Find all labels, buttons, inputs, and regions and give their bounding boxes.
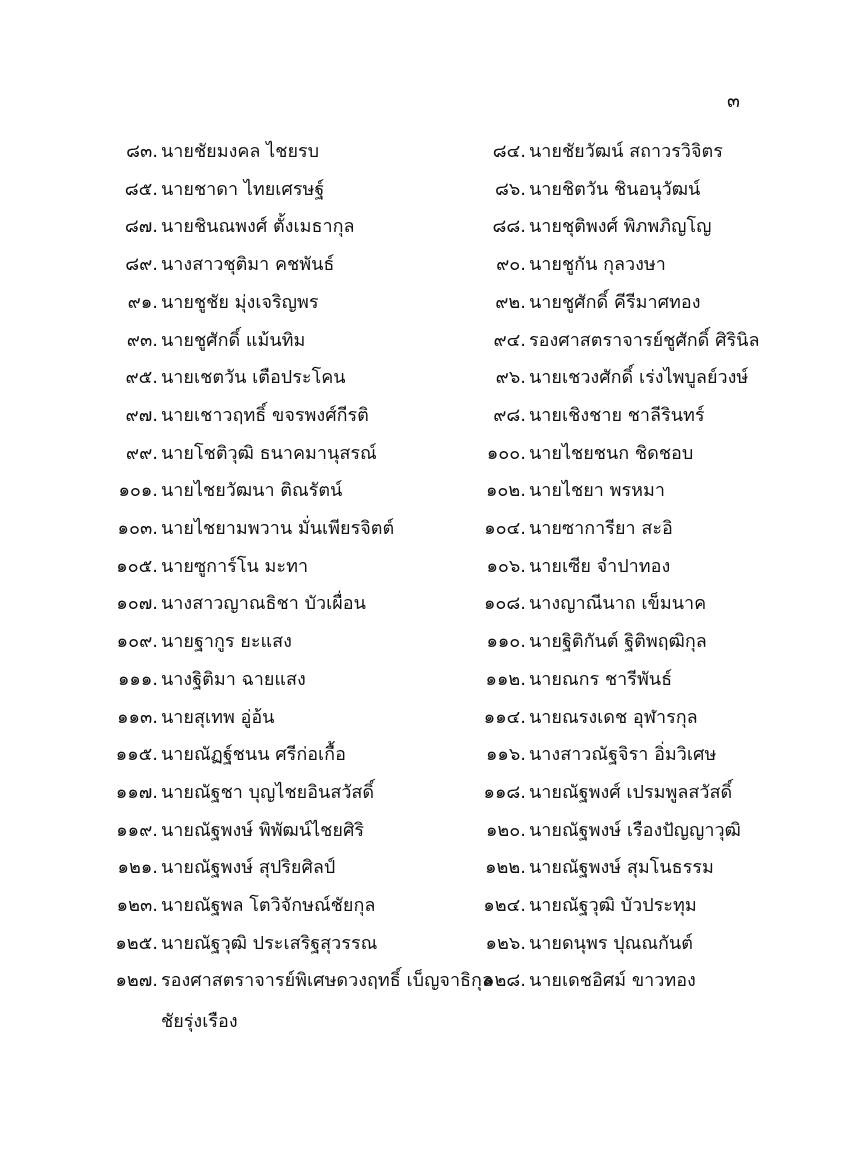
item-number: ๑๑๔.	[483, 707, 526, 728]
item-number: ๑๐๐.	[486, 443, 526, 464]
list-item	[478, 665, 672, 695]
list-item	[110, 778, 374, 808]
item-number: ๘๙.	[125, 254, 158, 275]
item-number: ๙๘.	[493, 405, 526, 426]
list-item	[110, 552, 308, 582]
item-name: นายเซีย จำปาทอง	[529, 556, 671, 577]
list-item	[110, 929, 377, 959]
item-name: นางสาวญาณธิชา บัวเผื่อน	[161, 593, 366, 614]
item-number: ๑๐๙.	[116, 631, 158, 652]
list-item	[110, 703, 274, 733]
list-item	[110, 175, 324, 205]
item-name: นายชาดา ไทยเศรษฐ์	[161, 179, 325, 200]
list-item	[478, 363, 748, 393]
list-item	[478, 929, 693, 959]
item-number: ๑๐๘.	[483, 593, 526, 614]
item-number: ๘๔.	[492, 141, 526, 162]
item-number: ๑๐๖.	[486, 556, 526, 577]
item-number: ๑๑๗.	[115, 782, 158, 803]
list-item	[478, 703, 698, 733]
item-number: ๙๒.	[495, 292, 526, 313]
item-name: นายฐากูร ยะแสง	[161, 631, 292, 652]
item-name: นายณัฐวุฒิ บัวประทุม	[529, 895, 697, 916]
list-item	[478, 891, 697, 921]
item-number: ๑๒๗.	[115, 970, 158, 991]
item-name: นายเดชอิศม์ ขาวทอง	[529, 970, 696, 991]
list-item	[478, 514, 673, 544]
item-number: ๑๒๑.	[117, 857, 158, 878]
item-name: นายณัฐพงษ์ สุมโนธรรม	[529, 857, 714, 878]
item-name: นายณัฐพงษ์ พิพัฒน์ไชยศิริ	[161, 820, 365, 841]
item-name: นางฐิติมา ฉายแสง	[161, 669, 306, 690]
item-name: นายชัยวัฒน์ สถาวรวิจิตร	[529, 141, 723, 162]
list-item	[110, 137, 319, 167]
list-item	[478, 816, 741, 846]
list-item	[110, 966, 493, 996]
item-number: ๑๐๓.	[117, 518, 158, 539]
list-item	[478, 175, 700, 205]
item-number: ๑๑๓.	[117, 707, 158, 728]
item-number: ๑๑๘.	[483, 782, 526, 803]
item-number: ๑๑๙.	[116, 820, 158, 841]
item-number: ๑๐๕.	[116, 556, 158, 577]
item-name: นายเชาวฤทธิ์ ขจรพงศ์กีรติ	[161, 405, 369, 426]
item-name: นายชูศักดิ์ แม้นทิม	[161, 330, 306, 351]
list-item	[110, 816, 364, 846]
list-item	[110, 627, 292, 657]
item-name: นายฐิติกันต์ ฐิติพฤฒิกุล	[529, 631, 707, 652]
item-number: ๘๗.	[124, 216, 158, 237]
item-name: นางสาวณัฐจิรา อิ่มวิเศษ	[529, 744, 717, 765]
item-name: นายณัฏฐ์ชนน ศรีก่อเกื้อ	[161, 744, 346, 765]
item-number: ๑๒๒.	[485, 857, 526, 878]
list-item	[478, 589, 706, 619]
page-number: ๓	[727, 90, 740, 112]
list-item	[110, 288, 319, 318]
item-name: นายชัยมงคล ไชยรบ	[161, 141, 320, 162]
list-item	[478, 966, 696, 996]
list-item	[110, 665, 306, 695]
item-number: ๙๓.	[126, 330, 158, 351]
list-item	[110, 891, 375, 921]
list-item	[110, 250, 334, 280]
list-item	[478, 552, 670, 582]
list-item	[110, 212, 355, 242]
item-number: ๑๑๐.	[486, 631, 526, 652]
list-item	[478, 212, 711, 242]
item-name: นายเชิงชาย ชาลีรินทร์	[529, 405, 705, 426]
list-item	[478, 250, 666, 280]
item-number: ๑๒๐.	[486, 820, 526, 841]
item-number: ๑๑๕.	[115, 744, 158, 765]
entry-127-continuation: ชัยรุ่งเรือง	[161, 1011, 238, 1032]
item-name: รองศาสตราจารย์ชูศักดิ์ ศิรินิล	[529, 330, 760, 351]
item-name: นางสาวชุติมา คชพันธ์	[161, 254, 335, 275]
item-name: รองศาสตราจารย์พิเศษดวงฤทธิ์ เบ็ญจาธิกุล	[161, 970, 493, 991]
item-name: นายเชวงศักดิ์ เร่งไพบูลย์วงษ์	[529, 367, 749, 388]
item-name: นายซาการียา สะอิ	[529, 518, 673, 539]
item-name: นายไชยามพวาน มั่นเพียรจิตต์	[161, 518, 395, 539]
item-name: นายณัฐชา บุญไชยอินสวัสดิ์	[161, 782, 375, 803]
list-item	[478, 778, 732, 808]
item-name: นายณัฐพงษ์ เรืองปัญญาวุฒิ	[529, 820, 741, 841]
list-item	[110, 401, 369, 431]
item-name: นายณัฐพงษ์ สุปริยศิลป์	[161, 857, 336, 878]
item-name: นายชุติพงศ์ พิภพภิญโญ	[529, 216, 712, 237]
list-item	[110, 476, 342, 506]
item-name: นายณกร ชารีพันธ์	[529, 669, 673, 690]
item-number: ๑๐๑.	[118, 480, 158, 501]
list-item	[110, 363, 346, 393]
item-name: นายไชยชนก ชิดชอบ	[529, 443, 694, 464]
item-number: ๑๑๒.	[485, 669, 526, 690]
list-item	[478, 476, 665, 506]
item-name: นายไชยวัฒนา ติณรัตน์	[161, 480, 343, 501]
item-number: ๑๑๖.	[486, 744, 526, 765]
item-number: ๘๓.	[126, 141, 158, 162]
item-number: ๘๘.	[492, 216, 526, 237]
item-name: นายชูศักดิ์ คีรีมาศทอง	[529, 292, 701, 313]
list-item	[110, 439, 377, 469]
item-number: ๑๐๒.	[486, 480, 526, 501]
item-number: ๑๒๕.	[115, 933, 158, 954]
item-number: ๑๒๖.	[485, 933, 526, 954]
item-name: นายชูชัย มุ่งเจริญพร	[161, 292, 319, 313]
item-number: ๙๕.	[125, 367, 158, 388]
list-item	[110, 853, 335, 883]
item-name: นายสุเทพ อู่อ้น	[161, 707, 275, 728]
item-name: นายณัฐพงศ์ เปรมพูลสวัสดิ์	[529, 782, 733, 803]
list-item	[478, 137, 723, 167]
item-number: ๙๙.	[125, 443, 158, 464]
item-number: ๑๑๑.	[118, 669, 158, 690]
item-name: นายซูการ์โน มะทา	[161, 556, 309, 577]
item-number: ๘๖.	[494, 179, 526, 200]
item-name: นายชินณพงศ์ ตั้งเมธากุล	[161, 216, 355, 237]
list-item	[110, 514, 394, 544]
item-name: นายชิตวัน ชินอนุวัฒน์	[529, 179, 701, 200]
item-number: ๑๐๗.	[116, 593, 158, 614]
list-item	[478, 288, 700, 318]
item-name: นายดนุพร ปุณณกันต์	[529, 933, 693, 954]
list-item	[478, 326, 760, 356]
item-number: ๙๐.	[496, 254, 526, 275]
list-item	[478, 853, 714, 883]
item-number: ๘๕.	[124, 179, 158, 200]
item-name: นายณัฐวุฒิ ประเสริฐสุวรรณ	[161, 933, 378, 954]
item-name: นายไชยา พรหมา	[529, 480, 665, 501]
item-number: ๙๖.	[495, 367, 526, 388]
list-item	[110, 740, 346, 770]
item-name: นางญาณีนาถ เข็มนาค	[529, 593, 707, 614]
item-number: ๑๐๔.	[484, 518, 526, 539]
list-item	[110, 326, 305, 356]
list-item	[478, 401, 705, 431]
item-number: ๙๗.	[125, 405, 158, 426]
item-number: ๑๒๔.	[483, 895, 526, 916]
item-number: ๙๑.	[127, 292, 158, 313]
list-item	[478, 740, 716, 770]
item-name: นายณัฐพล โตวิจักษณ์ชัยกุล	[161, 895, 376, 916]
item-name: นายชูกัน กุลวงษา	[529, 254, 666, 275]
item-name: นายโชติวุฒิ ธนาคมานุสรณ์	[161, 443, 377, 464]
item-number: ๑๒๘.	[483, 970, 526, 991]
list-item	[478, 439, 693, 469]
item-name: นายณรงเดช อุฬารกุล	[529, 707, 698, 728]
item-number: ๙๔.	[493, 330, 526, 351]
list-item	[478, 627, 707, 657]
item-number: ๑๒๓.	[116, 895, 158, 916]
item-name: นายเชตวัน เตือประโคน	[161, 367, 346, 388]
list-item	[110, 589, 366, 619]
